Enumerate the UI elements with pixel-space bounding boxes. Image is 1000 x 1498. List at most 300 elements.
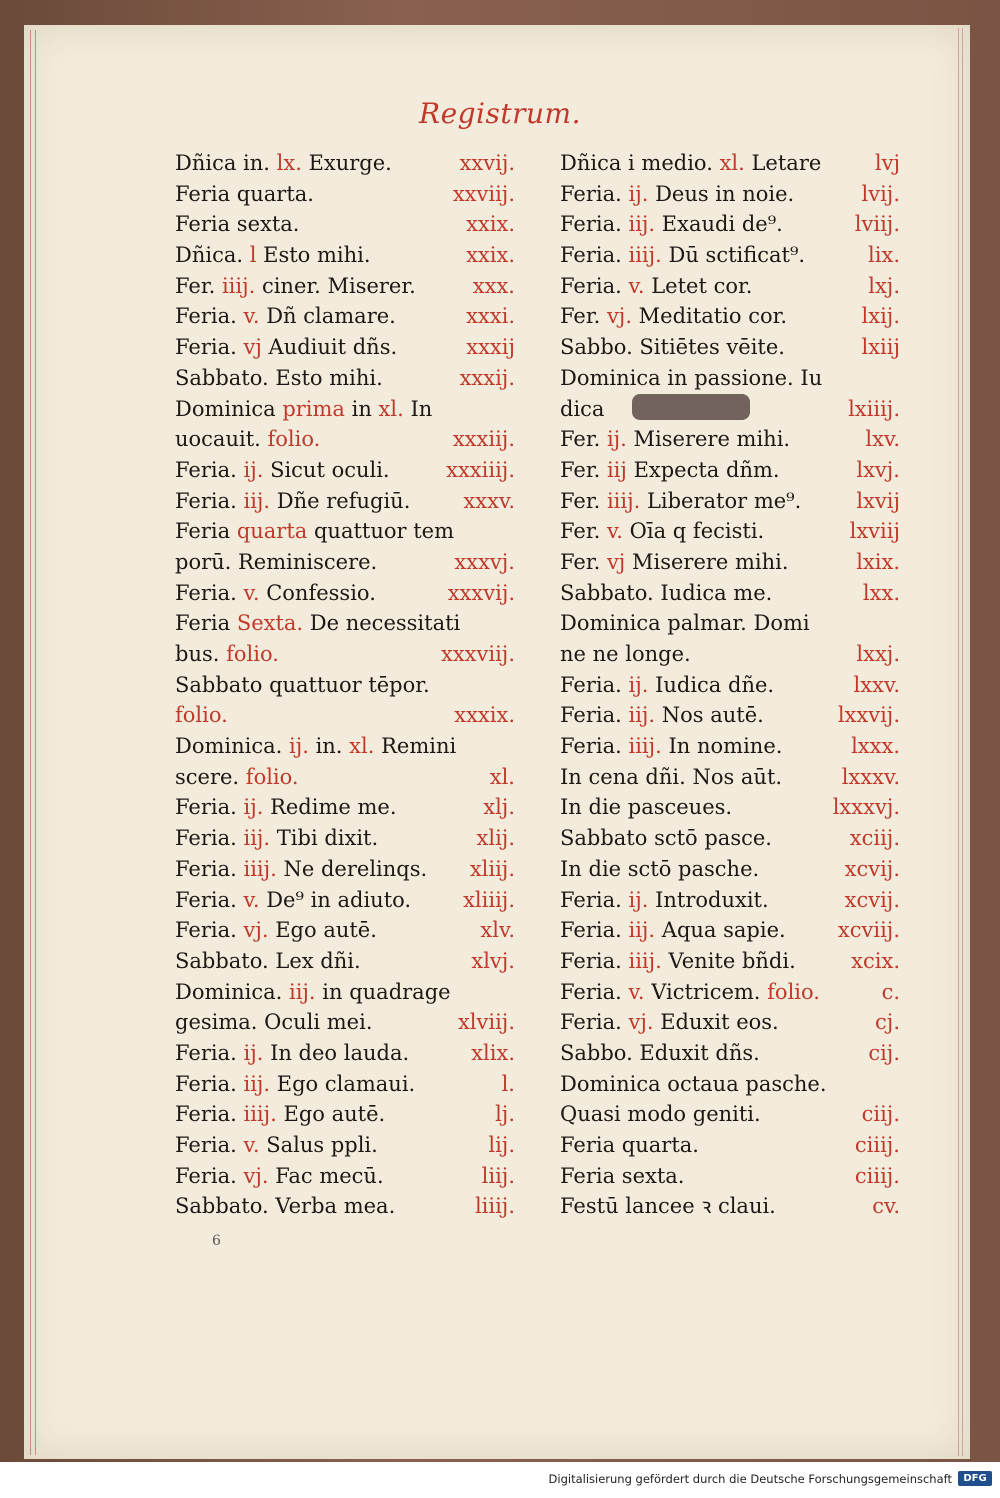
folio-number: lxvj. — [856, 457, 900, 482]
entry-text — [175, 608, 460, 639]
entry-text-part: Fer. — [560, 519, 607, 544]
entry-text-part: Feria. — [560, 918, 629, 943]
folio-number: lxxvij. — [837, 703, 900, 728]
folio-number: xl. — [489, 764, 515, 789]
entry-text-part: in — [344, 396, 379, 421]
entry-text-part: Nos autē. — [655, 703, 764, 728]
entry-text — [560, 424, 790, 455]
entry-text-part: Ne derelinqs. — [276, 856, 428, 881]
rubric-text: iij. — [628, 212, 656, 237]
register-entry — [175, 209, 515, 240]
register-entry — [175, 148, 515, 179]
entry-text-part: Venite bñdi. — [661, 948, 796, 973]
rubric-text: iij. — [243, 488, 271, 513]
folio-number: lviij. — [854, 212, 900, 237]
folio-number: lvij. — [861, 181, 900, 206]
entry-text-part: Feria quarta. — [560, 1133, 699, 1157]
footer-credit: Digitalisierung gefördert durch die Deutsche Forschungsgemeinschaft — [548, 1472, 952, 1486]
folio-number: lxiiij. — [848, 396, 900, 421]
entry-text — [560, 1007, 779, 1038]
entry-text — [560, 639, 691, 670]
entry-text — [175, 823, 378, 854]
register-entry — [175, 792, 515, 823]
folio-number: xlix. — [471, 1040, 515, 1065]
rubric-text: iij. — [243, 1071, 271, 1096]
entry-text — [560, 1161, 684, 1192]
entry-text-part: In deo lauda. — [263, 1040, 410, 1065]
register-entry — [560, 209, 900, 240]
register-entry — [560, 455, 900, 486]
rubric-text: l — [249, 243, 257, 268]
rubric-text: lx. — [276, 151, 302, 175]
register-entry — [175, 486, 515, 517]
register-entry — [560, 271, 900, 302]
entry-text-part: Feria. — [175, 1102, 244, 1127]
register-entry — [560, 731, 900, 762]
register-entry — [175, 700, 515, 731]
rubric-text: folio. — [767, 979, 820, 1004]
entry-text — [560, 332, 785, 363]
register-entry — [175, 731, 515, 762]
register-entry — [560, 179, 900, 210]
page-header: Registrum. — [418, 97, 582, 130]
register-entry — [175, 301, 515, 332]
entry-text — [560, 823, 772, 854]
entry-text — [175, 1161, 384, 1192]
entry-text — [175, 547, 377, 578]
entry-text-part: Ego autē. — [268, 918, 377, 943]
entry-text — [560, 700, 764, 731]
entry-text — [560, 762, 782, 793]
rubric-text: vj — [606, 549, 626, 574]
register-entry — [560, 486, 900, 517]
entry-text — [560, 301, 787, 332]
entry-text-part: Feria. — [175, 887, 244, 912]
register-entry — [560, 792, 900, 823]
register-entry — [175, 1099, 515, 1130]
entry-text — [175, 516, 454, 547]
entry-text-part: Iudica dñe. — [648, 672, 775, 697]
entry-text-part: De necessitati — [303, 611, 461, 636]
entry-text-part: Dñica in. — [175, 151, 277, 175]
entry-text-part: Remini — [374, 734, 457, 759]
rubric-text: xl. — [349, 734, 375, 759]
entry-text-part: Feria. — [560, 181, 629, 206]
folio-number: xlj. — [483, 795, 515, 820]
register-right-column — [560, 148, 900, 1222]
entry-text-part: Quasi modo geniti. — [560, 1102, 761, 1127]
entry-text-part: Sabbo. Sitiētes vēite. — [560, 335, 785, 360]
register-entry — [175, 1191, 515, 1222]
entry-text-part: Feria. — [175, 1040, 244, 1065]
register-entry — [175, 1007, 515, 1038]
entry-text-part: Feria. — [560, 887, 629, 912]
folio-number: lxiij — [861, 335, 900, 360]
folio-number: xciij. — [849, 826, 900, 851]
folio-number: xliij. — [469, 856, 515, 881]
entry-text — [560, 670, 774, 701]
entry-text-part: ne ne longe. — [560, 642, 691, 666]
folio-number: lxviij — [849, 519, 900, 544]
folio-number: lxj. — [868, 273, 900, 298]
entry-text — [175, 1007, 373, 1038]
folio-number: liij. — [481, 1163, 515, 1188]
entry-text-part: Letet cor. — [644, 273, 753, 298]
entry-text-part: Sabbo. Eduxit dñs. — [560, 1040, 760, 1065]
entry-text-part: Feria. — [560, 734, 629, 759]
entry-text-part: Esto mihi. — [256, 243, 371, 268]
register-entry — [560, 608, 900, 639]
folio-number: xlviij. — [457, 1010, 515, 1035]
entry-text — [175, 915, 377, 946]
entry-text — [560, 1038, 760, 1069]
register-entry — [175, 179, 515, 210]
register-entry — [175, 823, 515, 854]
rubric-text: iiij. — [221, 273, 256, 298]
entry-text-part: Deus in noie. — [648, 181, 795, 206]
entry-text — [560, 915, 786, 946]
rubric-text: folio. — [226, 642, 279, 666]
entry-text-part: Dominica. — [175, 979, 289, 1004]
rubric-text: iiij. — [628, 734, 662, 759]
entry-text — [560, 516, 764, 547]
rubric-text: xl. — [378, 396, 404, 421]
register-entry — [560, 1007, 900, 1038]
entry-text-part: Feria. — [560, 273, 629, 298]
entry-text — [175, 455, 390, 486]
folio-number: xxxi. — [466, 304, 515, 329]
rubric-text: v. — [606, 519, 623, 544]
entry-text — [175, 486, 410, 517]
rubric-text: folio. — [175, 703, 228, 728]
entry-text-part: Dominica — [175, 396, 283, 421]
entry-text — [175, 578, 376, 609]
entry-text-part: Sabbato sctō pasce. — [560, 826, 772, 851]
register-entry — [560, 301, 900, 332]
folio-number: xcvij. — [844, 887, 900, 912]
entry-text-part: bus. — [175, 642, 227, 666]
folio-number: lxix. — [856, 549, 900, 574]
folio-number: lvj — [874, 151, 900, 175]
rubric-text: v. — [243, 1133, 260, 1157]
folio-number: ciiij. — [854, 1163, 900, 1188]
entry-text-part: Victricem. — [644, 979, 768, 1004]
entry-text — [175, 1191, 395, 1222]
folio-number: lxxxvj. — [832, 795, 900, 820]
entry-text-part: Feria. — [175, 918, 244, 943]
entry-text-part: Feria sexta. — [175, 212, 300, 237]
entry-text-part: dica — [560, 396, 605, 421]
folio-number: lxxv. — [853, 672, 900, 697]
entry-text-part: Feria. — [560, 243, 629, 268]
rubric-text: folio. — [245, 764, 299, 789]
entry-text-part: Ego autē. — [276, 1102, 386, 1127]
entry-text-part: Feria. — [560, 1010, 629, 1035]
entry-text-part: Feria. — [175, 1071, 244, 1096]
entry-text — [175, 179, 314, 210]
register-entry — [560, 1191, 900, 1222]
register-entry — [560, 332, 900, 363]
register-entry — [175, 424, 515, 455]
rubric-text: iiij. — [606, 488, 641, 513]
folio-number: cj. — [875, 1010, 900, 1035]
folio-number: ciij. — [861, 1102, 900, 1127]
entry-text-part: Feria quarta. — [175, 181, 314, 206]
register-entry — [175, 670, 515, 701]
entry-text-part: porū. Reminiscere. — [175, 549, 378, 574]
folio-number: xxxij — [466, 335, 515, 360]
entry-text — [175, 700, 228, 731]
entry-text-part: In cena dñi. Nos aūt. — [560, 764, 783, 789]
entry-text-part: Exurge. — [301, 151, 392, 175]
entry-text-part: Miserere mihi. — [625, 549, 789, 574]
entry-text — [560, 179, 794, 210]
folio-number: xxxij. — [459, 365, 515, 390]
entry-text-part: Feria. — [560, 948, 629, 973]
register-entry — [175, 578, 515, 609]
entry-text — [175, 792, 397, 823]
entry-text-part: Feria. — [175, 1133, 244, 1157]
entry-text-part: Feria sexta. — [560, 1163, 685, 1188]
register-entry — [560, 915, 900, 946]
entry-text-part: Feria. — [175, 488, 244, 513]
entry-text — [175, 271, 416, 302]
entry-text-part: Fer. — [560, 304, 607, 329]
entry-text-part: In die pasceues. — [560, 795, 733, 820]
folio-number: lxij. — [861, 304, 900, 329]
register-entry — [175, 455, 515, 486]
entry-text-part: Introduxit. — [648, 887, 769, 912]
register-entry — [560, 516, 900, 547]
register-entry — [175, 394, 515, 425]
entry-text — [560, 946, 796, 977]
register-entry — [560, 1161, 900, 1192]
entry-text-part: Confessio. — [259, 580, 376, 605]
entry-text-part: Tibi dixit. — [270, 826, 379, 851]
folio-number: xxxviij. — [440, 642, 515, 666]
entry-text-part: Letare — [744, 151, 822, 175]
rubric-text: iij. — [628, 703, 656, 728]
entry-text — [175, 1038, 409, 1069]
entry-text-part: Dñica i medio. — [560, 151, 720, 175]
entry-text — [175, 670, 430, 701]
entry-text — [175, 639, 279, 670]
rubric-text: vj. — [628, 1010, 654, 1035]
entry-text-part: Feria — [175, 519, 237, 544]
rubric-text: ij. — [628, 887, 649, 912]
entry-text-part: Festū lancee ꝛ claui. — [560, 1194, 776, 1219]
entry-text-part: Feria. — [175, 304, 244, 329]
entry-text — [175, 332, 397, 363]
register-entry — [175, 977, 515, 1008]
folio-number: xcix. — [851, 948, 900, 973]
entry-text-part: Fac mecū. — [268, 1163, 384, 1188]
rubric-text: ij. — [628, 672, 649, 697]
folio-number: lxv. — [865, 427, 900, 452]
entry-text-part: Fer. — [560, 427, 607, 452]
entry-text-part: in. — [308, 734, 350, 759]
folio-number: xxix. — [466, 212, 515, 237]
entry-text-part: Dñ clamare. — [259, 304, 396, 329]
entry-text — [560, 148, 821, 179]
entry-text-part: gesima. Oculi mei. — [175, 1010, 373, 1035]
register-entry — [175, 516, 515, 547]
entry-text — [560, 271, 752, 302]
folio-number: xxxiiij. — [446, 457, 515, 482]
register-entry — [560, 578, 900, 609]
entry-text-part: uocauit. — [175, 427, 268, 452]
entry-text-part: Dū sctificat⁹. — [661, 243, 806, 268]
rubric-text: iij — [606, 457, 627, 482]
entry-text-part: In — [403, 396, 433, 421]
register-entry — [175, 547, 515, 578]
entry-text — [560, 731, 782, 762]
register-entry — [175, 762, 515, 793]
entry-text-part: In die sctō pasche. — [560, 856, 760, 881]
entry-text-part: in quadrage — [315, 979, 451, 1004]
folio-number: cij. — [868, 1040, 900, 1065]
dfg-logo-icon: DFG — [958, 1471, 992, 1486]
entry-text — [175, 363, 383, 394]
register-entry — [560, 854, 900, 885]
entry-text — [175, 977, 451, 1008]
entry-text-part: In nomine. — [661, 734, 783, 759]
entry-text-part: Dñe refugiū. — [270, 488, 411, 513]
entry-text — [560, 486, 801, 517]
register-entry — [560, 1038, 900, 1069]
entry-text — [560, 1130, 699, 1161]
entry-text-part: Feria. — [560, 212, 629, 237]
entry-text — [175, 209, 299, 240]
entry-text-part: Eduxit eos. — [653, 1010, 779, 1035]
rubric-text: prima — [282, 396, 345, 421]
entry-text — [560, 455, 780, 486]
register-entry — [560, 946, 900, 977]
rubric-text: iiij. — [628, 948, 662, 973]
folio-number: cv. — [872, 1194, 900, 1219]
entry-text-part: Sicut oculi. — [263, 457, 390, 482]
rubric-text: vj. — [243, 918, 269, 943]
entry-text — [560, 363, 822, 394]
folio-number: xxxix. — [454, 703, 515, 728]
rubric-text: Sexta. — [236, 611, 304, 636]
entry-text-part: Salus ppli. — [259, 1133, 378, 1157]
entry-text — [175, 301, 396, 332]
entry-text — [175, 1130, 378, 1161]
entry-text-part: Feria — [175, 611, 237, 636]
register-left-column — [175, 148, 515, 1222]
entry-text-part: Fer. — [560, 457, 607, 482]
entry-text-part: Sabbato. Lex dñi. — [175, 948, 361, 973]
folio-number: liiij. — [474, 1194, 515, 1219]
folio-number: xxxvij. — [447, 580, 515, 605]
register-entry — [175, 1069, 515, 1100]
entry-text-part: Liberator me⁹. — [640, 488, 802, 513]
register-entry — [175, 854, 515, 885]
register-entry — [175, 1161, 515, 1192]
entry-text-part: Sabbato. Verba mea. — [175, 1194, 396, 1219]
entry-text-part: Audiuit dñs. — [261, 335, 398, 360]
entry-text-part: Feria. — [175, 856, 244, 881]
entry-text-part: Feria. — [560, 703, 629, 728]
entry-text-part: De⁹ in adiuto. — [259, 887, 412, 912]
folio-number: c. — [881, 979, 900, 1004]
entry-text-part: Dominica in passione. Iu — [560, 365, 823, 390]
register-entry — [560, 1069, 900, 1100]
entry-text-part: Feria. — [175, 795, 244, 820]
register-entry — [560, 762, 900, 793]
entry-text-part: Fer. — [560, 488, 607, 513]
entry-text-part: Feria. — [175, 1163, 244, 1188]
page-right-edge — [958, 28, 963, 1456]
register-entry — [175, 271, 515, 302]
register-entry — [175, 332, 515, 363]
register-entry — [560, 240, 900, 271]
folio-number: xxxvj. — [454, 549, 515, 574]
entry-text-part: Fer. — [560, 549, 607, 574]
entry-text — [175, 731, 456, 762]
entry-text — [560, 578, 772, 609]
entry-text-part: Feria. — [175, 335, 244, 360]
folio-number: lxxj. — [856, 642, 900, 666]
folio-number: xxxiij. — [452, 427, 515, 452]
folio-number: xxviij. — [452, 181, 515, 206]
entry-text — [560, 240, 805, 271]
register-entry — [560, 885, 900, 916]
entry-text-part: Dominica palmar. Domi — [560, 611, 810, 636]
rubric-text: ij. — [288, 734, 309, 759]
register-entry — [560, 639, 900, 670]
rubric-text: ij. — [243, 457, 264, 482]
folio-number: lxxxv. — [841, 764, 900, 789]
folio-number: xliiij. — [463, 887, 515, 912]
entry-text — [560, 547, 789, 578]
rubric-text: quarta — [236, 519, 308, 544]
rubric-text: ij. — [243, 1040, 264, 1065]
entry-text-part: Oīa q fecisti. — [623, 519, 765, 544]
entry-text — [175, 424, 320, 455]
rubric-text: ij. — [243, 795, 264, 820]
footer-bar — [0, 1462, 1000, 1498]
entry-text — [560, 977, 820, 1008]
entry-text-part: Feria. — [175, 457, 244, 482]
rubric-text: iij. — [628, 918, 656, 943]
register-entry — [560, 148, 900, 179]
entry-text — [560, 209, 783, 240]
entry-text-part: Expecta dñm. — [626, 457, 780, 482]
entry-text-part: Sabbato quattuor tēpor. — [175, 672, 430, 697]
rubric-text: v. — [243, 304, 260, 329]
register-entry — [175, 363, 515, 394]
folio-number: xlvj. — [471, 948, 515, 973]
folio-number: xxix. — [466, 243, 515, 268]
page-left-edge — [30, 30, 36, 1455]
entry-text-part: Meditatio cor. — [632, 304, 788, 329]
rubric-text: ij. — [628, 181, 649, 206]
rubric-text: ij. — [606, 427, 627, 452]
folio-number: xcviij. — [837, 918, 900, 943]
register-entry — [175, 915, 515, 946]
entry-text-part: Sabbato. Iudica me. — [560, 580, 773, 605]
folio-number: xxx. — [472, 273, 515, 298]
entry-text — [560, 1191, 776, 1222]
entry-text — [175, 240, 371, 271]
rubric-text: v. — [243, 580, 260, 605]
entry-text-part: ciner. Miserer. — [255, 273, 416, 298]
rubric-text: v. — [243, 887, 260, 912]
rubric-text: vj — [243, 335, 262, 360]
entry-text — [560, 885, 769, 916]
